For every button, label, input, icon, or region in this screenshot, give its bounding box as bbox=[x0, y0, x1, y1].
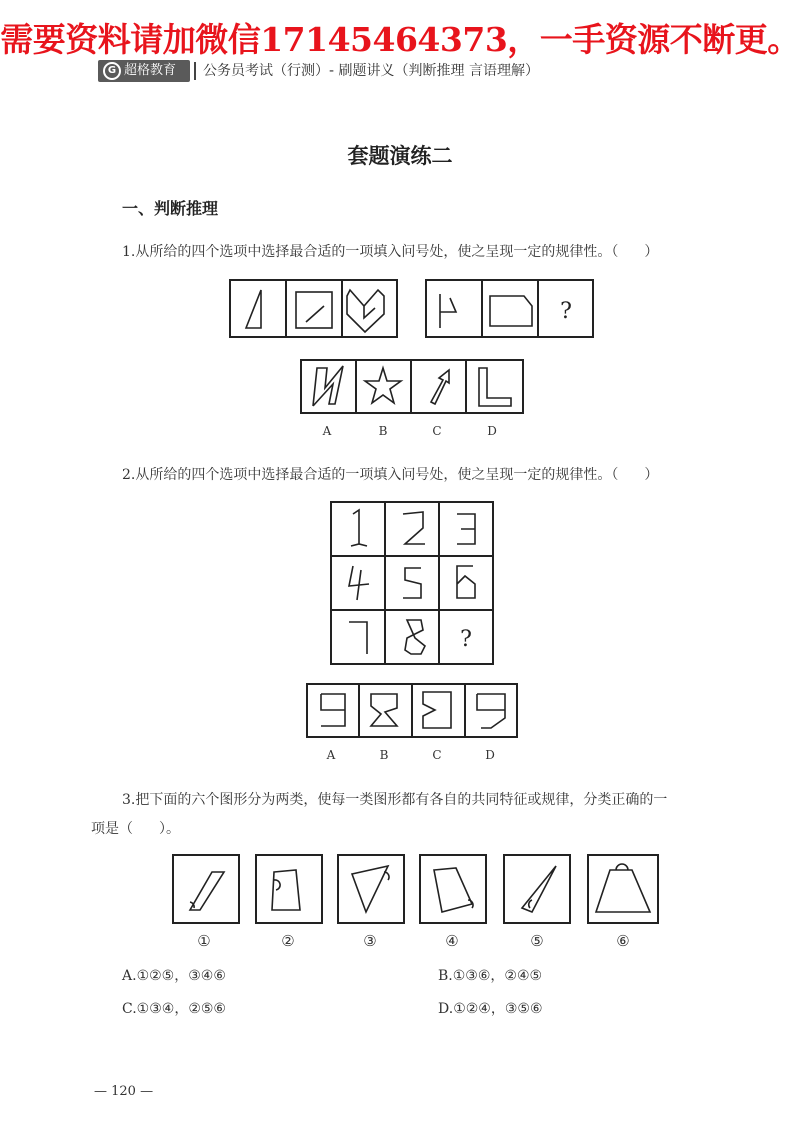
question-3-figures bbox=[170, 852, 662, 928]
q3-figure-2-label: ② bbox=[281, 932, 295, 950]
q1-option-b-label: B bbox=[378, 424, 388, 438]
question-2-text bbox=[122, 464, 658, 484]
q2-glyph-3 bbox=[457, 514, 475, 544]
question-2-number: 2. bbox=[122, 467, 136, 483]
q3-choice-d[interactable] bbox=[438, 998, 543, 1018]
q2-option-d-shape bbox=[477, 694, 505, 728]
header-divider bbox=[194, 62, 196, 80]
q3-choice-c[interactable] bbox=[122, 998, 226, 1018]
q2-glyph-2 bbox=[403, 512, 425, 544]
question-1-body: 从所给的四个选项中选择最合适的一项填入问号处，使之呈现一定的规律性。（ bbox=[135, 244, 619, 260]
q1-option-c-shape bbox=[431, 370, 449, 404]
question-1-text bbox=[122, 241, 658, 261]
q3-choice-b[interactable] bbox=[438, 965, 542, 985]
question-3-text-line1 bbox=[122, 789, 667, 809]
q3-choice-c-key: C. bbox=[122, 1001, 137, 1017]
q2-option-a-shape bbox=[321, 694, 345, 726]
q2-glyph-5 bbox=[403, 568, 421, 598]
q3-choice-a-text: ①②⑤，③④⑥ bbox=[136, 968, 226, 984]
q2-option-b-shape bbox=[371, 694, 397, 726]
q2-glyph-4 bbox=[349, 566, 369, 600]
q3-figure-1-label: ① bbox=[197, 932, 211, 950]
q1-stem-shape-3 bbox=[347, 290, 384, 332]
q3-figure-2-shape bbox=[272, 870, 300, 910]
question-3-body-cont: 项是（ bbox=[91, 821, 133, 837]
q1-option-d-shape bbox=[479, 368, 511, 406]
q2-option-d-label: D bbox=[485, 748, 495, 762]
question-1-number: 1. bbox=[122, 244, 136, 260]
q2-option-c-label: C bbox=[432, 748, 442, 762]
q3-choice-d-text: ①②④，③⑤⑥ bbox=[453, 1001, 543, 1017]
q3-figure-4-shape bbox=[434, 868, 473, 912]
q1-option-c-label: C bbox=[432, 424, 442, 438]
q3-figure-3-shape bbox=[352, 866, 389, 912]
question-3-text-line2 bbox=[91, 818, 180, 838]
q1-stem-shape-4 bbox=[440, 294, 456, 328]
q3-figure-6-label: ⑥ bbox=[616, 932, 630, 950]
logo-mark-icon: G bbox=[103, 62, 121, 80]
q2-option-b-label: B bbox=[379, 748, 389, 762]
q3-figure-6-shape bbox=[596, 864, 650, 912]
q3-figure-1-shape bbox=[190, 872, 224, 910]
q3-choice-b-text: ①③⑥，②④⑤ bbox=[452, 968, 543, 984]
question-2-grid-figure bbox=[329, 500, 495, 666]
brand-logo bbox=[98, 60, 190, 82]
question-1-options-figure bbox=[299, 358, 525, 416]
q3-figure-5-shape bbox=[522, 866, 556, 912]
q2-glyph-6 bbox=[457, 566, 475, 598]
q2-option-c-shape bbox=[423, 692, 451, 728]
q2-option-a-label: A bbox=[326, 748, 336, 762]
q3-choice-d-key: D. bbox=[438, 1001, 454, 1017]
question-1-close: ） bbox=[644, 244, 659, 260]
question-3-body: 把下面的六个图形分为两类，使每一类图形都有各自的共同特征或规律，分类正确的一 bbox=[135, 792, 668, 808]
q2-glyph-1 bbox=[351, 510, 367, 546]
contact-banner: 需要资料请加微信17145464373，一手资源不断更。 bbox=[0, 20, 800, 59]
section-title: 一、判断推理 bbox=[122, 199, 219, 218]
question-2-close: ） bbox=[644, 467, 659, 483]
q3-choice-a[interactable] bbox=[122, 965, 226, 985]
question-3-number: 3. bbox=[122, 792, 136, 808]
page-number: — 120 — bbox=[94, 1084, 154, 1099]
q3-figure-5-label: ⑤ bbox=[530, 932, 544, 950]
q3-choice-c-text: ①③④，②⑤⑥ bbox=[136, 1001, 226, 1017]
q1-option-d-label: D bbox=[487, 424, 497, 438]
page-title: 套题演练二 bbox=[347, 144, 453, 168]
q1-stem-shape-2 bbox=[296, 292, 332, 328]
q1-question-mark: ? bbox=[560, 299, 572, 324]
q3-choice-b-key: B. bbox=[438, 968, 453, 984]
header-title: 公务员考试（行测）- 刷题讲义（判断推理 言语理解） bbox=[203, 63, 539, 79]
question-3-close: ）。 bbox=[159, 821, 180, 837]
q2-glyph-8 bbox=[405, 620, 425, 654]
q1-option-b-shape bbox=[365, 368, 401, 403]
question-2-options-figure bbox=[305, 682, 519, 740]
question-2-body: 从所给的四个选项中选择最合适的一项填入问号处，使之呈现一定的规律性。（ bbox=[135, 467, 619, 483]
q1-stem-shape-1 bbox=[246, 290, 261, 328]
q3-choice-a-key: A. bbox=[122, 968, 137, 984]
q1-stem-shape-5 bbox=[490, 296, 532, 326]
q1-option-a-shape bbox=[313, 366, 343, 406]
question-1-stem-figure bbox=[228, 278, 596, 340]
logo-text: 超格教育 bbox=[124, 63, 177, 78]
q3-figure-4-label: ④ bbox=[445, 932, 459, 950]
q2-glyph-7 bbox=[349, 622, 367, 654]
q3-figure-3-label: ③ bbox=[363, 932, 377, 950]
q1-option-a-label: A bbox=[322, 424, 332, 438]
q2-question-mark: ? bbox=[460, 627, 472, 652]
